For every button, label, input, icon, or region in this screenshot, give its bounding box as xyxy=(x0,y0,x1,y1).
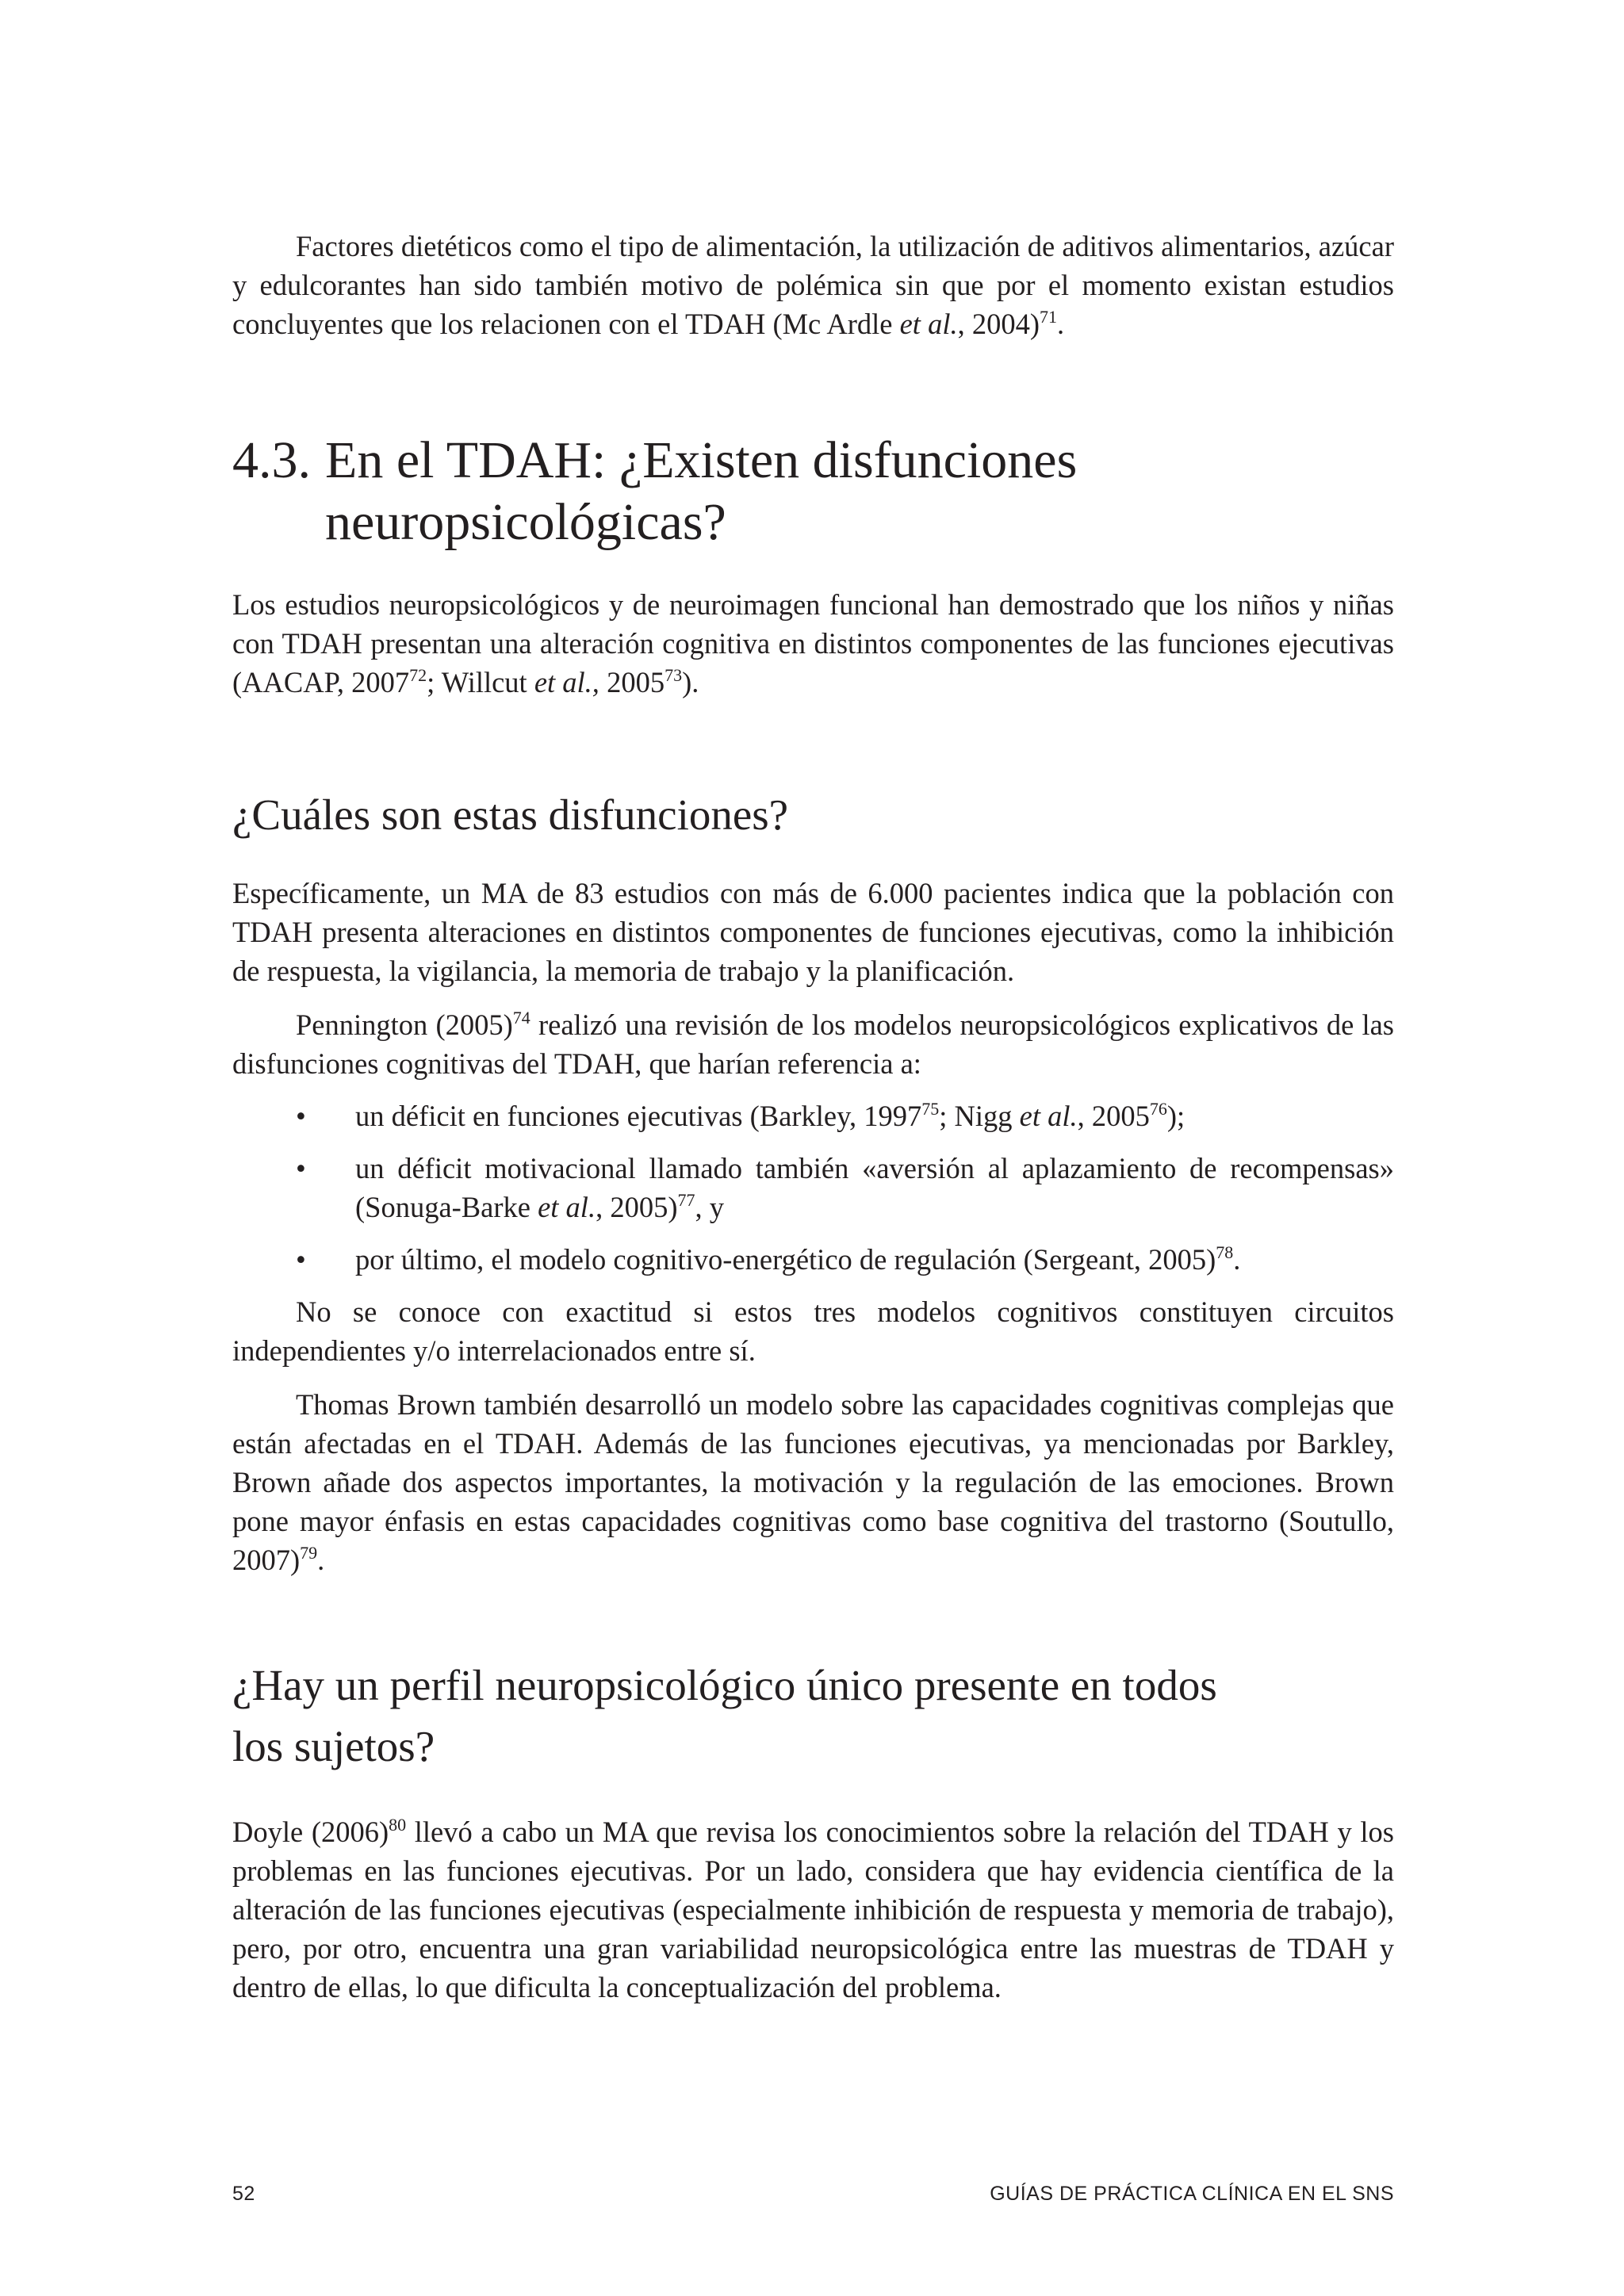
q1-paragraph-1: Específicamente, un MA de 83 estudios con más de 6.000 pacientes indica que la población con TDAH presenta alteraciones en distintos componentes de funciones ejecutivas, como la inhibición de respuesta, la vigilancia, la memoria de trabajo y la planificación. xyxy=(232,877,1394,987)
q1-paragraph-2 xyxy=(232,1005,1394,1083)
bullet-icon: • xyxy=(296,1152,306,1184)
section-title-line1: En el TDAH: ¿Existen disfunciones xyxy=(325,431,1078,489)
q1-p2-text: Pennington (2005) xyxy=(296,1008,513,1041)
list-item-text: por último, el modelo cognitivo-energético de regulación (Sergeant, 2005) xyxy=(355,1243,1216,1276)
list-item-text: . xyxy=(1233,1243,1241,1276)
section-heading xyxy=(232,430,1394,553)
reference-number: 72 xyxy=(409,665,427,685)
intro-block xyxy=(232,227,1394,343)
section-paragraph xyxy=(232,585,1394,702)
q1-p2-text: realizó una revisión de los modelos neuropsicológicos explicativos de las disfunciones cognitivas del TDAH, que harían referencia a: xyxy=(232,1008,1395,1080)
reference-number: 80 xyxy=(389,1815,407,1835)
reference-number: 71 xyxy=(1040,307,1057,327)
list-item xyxy=(232,1096,1394,1135)
question-heading-disfunciones: ¿Cuáles son estas disfunciones? xyxy=(232,790,789,839)
q2-p1-text: Doyle (2006) xyxy=(232,1816,389,1848)
section-paragraph-text: ). xyxy=(682,666,699,698)
section-paragraph-text: Los estudios neuropsicológicos y de neuroimagen funcional han demostrado que los niños y niñas con TDAH presentan una alteración cognitiva en distintos componentes de las funciones ejecutivas (AACAP, 2007 xyxy=(232,588,1394,698)
reference-number: 76 xyxy=(1149,1099,1167,1119)
intro-paragraph xyxy=(232,227,1394,343)
list-item-text: ); xyxy=(1166,1100,1185,1132)
section-heading-block xyxy=(232,430,1394,553)
question-heading-line2: los sujetos? xyxy=(232,1722,435,1770)
question-heading-perfil xyxy=(232,1655,1394,1777)
list-item xyxy=(232,1240,1394,1279)
reference-number: 74 xyxy=(512,1008,530,1027)
section-title-line2: neuropsicológicas? xyxy=(325,493,726,551)
et-al: et al. xyxy=(538,1191,596,1223)
page-number: 52 xyxy=(232,2183,255,2205)
intro-text: Factores dietéticos como el tipo de alimentación, la utilización de aditivos alimentarios, azúcar y edulcorantes han sido también motivo de polémica sin que por el momento existan estudios concluyentes que los relacionen con el TDAH (Mc Ardle xyxy=(232,230,1394,340)
models-list xyxy=(232,1096,1394,1279)
section-paragraph-text: ; Willcut xyxy=(427,666,534,698)
q1-paragraph-3: No se conoce con exactitud si estos tres modelos cognitivos constituyen circuitos independientes y/o interrelacionados entre sí. xyxy=(232,1295,1394,1367)
q1-p4-text: . xyxy=(317,1544,325,1576)
list-item xyxy=(232,1149,1394,1226)
reference-number: 79 xyxy=(300,1543,318,1563)
q1-heading-block xyxy=(232,784,1394,845)
reference-number: 77 xyxy=(677,1190,695,1210)
section-number: 4.3. xyxy=(232,431,311,489)
section-paragraph-text: 2005 xyxy=(599,666,665,698)
list-item-text: , 2005) xyxy=(596,1191,678,1223)
q2-body xyxy=(232,1812,1394,2007)
q1-p4-text: Thomas Brown también desarrolló un modelo sobre las capacidades cognitivas complejas que están afectadas en el TDAH. Además de las funciones ejecutivas, ya mencionadas por Barkley, Brown añade dos aspectos importantes, la motivación y la regulación de las emociones. Brown pone mayor énfasis en estas capacidades cognitivas como base cognitiva del trastorno (Soutullo, 2007) xyxy=(232,1388,1394,1576)
list-item-text: , y xyxy=(695,1191,724,1223)
q2-p1-text: llevó a cabo un MA que revisa los conocimientos sobre la relación del TDAH y los problemas en las funciones ejecutivas. Por un lado, considera que hay evidencia científica de la alteración de las funciones ejecutivas (especialmente inhibición de respuesta y memoria de trabajo), pero, por otro, encuentra una gran variabilidad neuropsicológica entre las muestras de TDAH y dentro de ellas, lo que dificulta la conceptualización del problema. xyxy=(232,1816,1394,2003)
intro-tail: , 2004) xyxy=(957,308,1040,340)
q1-body xyxy=(232,874,1394,1579)
bullet-icon: • xyxy=(296,1100,306,1132)
et-al: et al., xyxy=(534,666,599,698)
list-item-text: un déficit motivacional llamado también «aversión al aplazamiento de recompensas» (Sonuga-Barke xyxy=(355,1152,1394,1223)
q2-paragraph-1 xyxy=(232,1812,1394,2007)
et-al: et al. xyxy=(1019,1100,1078,1132)
list-item-text: un déficit en funciones ejecutivas (Barkley, 1997 xyxy=(355,1100,922,1132)
reference-number: 73 xyxy=(665,665,683,685)
q2-heading-block xyxy=(232,1655,1394,1777)
question-heading-line1: ¿Hay un perfil neuropsicológico único presente en todos xyxy=(232,1661,1217,1709)
reference-number: 78 xyxy=(1216,1242,1234,1262)
list-item-text: , 2005 xyxy=(1077,1100,1150,1132)
reference-number: 75 xyxy=(921,1099,940,1119)
list-item-text: ; Nigg xyxy=(939,1100,1020,1132)
et-al: et al. xyxy=(899,308,958,340)
section-body xyxy=(232,585,1394,702)
bullet-icon: • xyxy=(296,1243,306,1276)
running-title: GUÍAS DE PRÁCTICA CLÍNICA EN EL SNS xyxy=(990,2183,1394,2205)
q1-paragraph-4 xyxy=(232,1385,1394,1579)
intro-end: . xyxy=(1057,308,1065,340)
